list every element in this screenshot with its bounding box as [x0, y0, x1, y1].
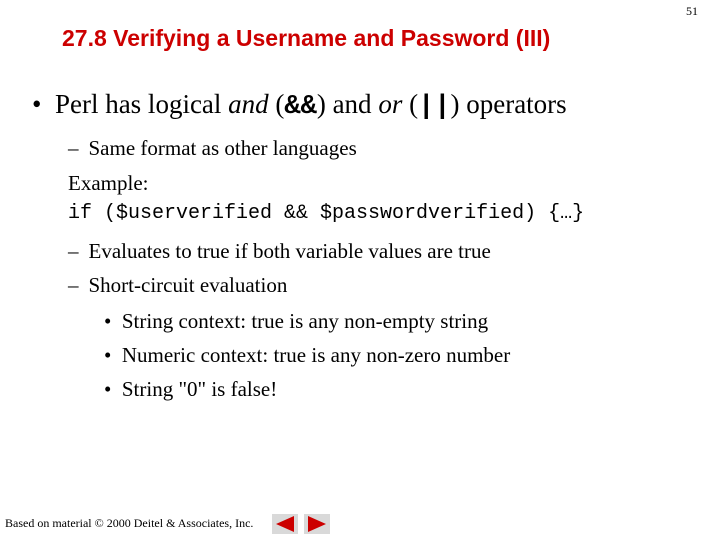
- bullet-perl-operators: [32, 89, 567, 122]
- or-operator: ||: [418, 92, 451, 122]
- previous-slide-button[interactable]: [272, 514, 298, 534]
- dash-marker: –: [68, 239, 79, 263]
- sub-bullet-marker: •: [104, 377, 112, 401]
- footer-credit: Based on material © 2000 Deitel & Associates, Inc.: [5, 516, 254, 530]
- sub-bullet-string-context: [104, 309, 488, 334]
- page-number: 51: [686, 4, 698, 18]
- sub-bullet-marker: •: [104, 309, 112, 333]
- sub-bullet-text: Numeric context: true is any non-zero number: [121, 343, 511, 367]
- example-label: Example:: [68, 171, 149, 195]
- bullet-text-after: ) operators: [450, 89, 567, 119]
- dash-text: Evaluates to true if both variable values are true: [88, 239, 491, 263]
- sub-bullet-text: String context: true is any non-empty string: [121, 309, 489, 333]
- dash-item-short-circuit: [68, 273, 287, 298]
- dash-item-same-format: [68, 136, 357, 161]
- sub-bullet-marker: •: [104, 343, 112, 367]
- code-example: if ($userverified && $passwordverified) {…}: [68, 202, 585, 225]
- open-paren: (: [268, 89, 285, 119]
- open-paren: (: [402, 89, 419, 119]
- next-slide-button[interactable]: [304, 514, 330, 534]
- sub-bullet-zero-false: [104, 377, 277, 402]
- and-operator: &&: [284, 92, 317, 122]
- middle-text: ) and: [316, 89, 379, 119]
- bullet-text-before: Perl has logical: [54, 89, 229, 119]
- slide-title: 27.8 Verifying a Username and Password (III): [62, 25, 551, 51]
- and-word: and: [228, 89, 269, 119]
- sub-bullet-numeric-context: [104, 343, 510, 368]
- bullet-marker: •: [32, 89, 42, 119]
- previous-arrow-icon: [272, 514, 298, 534]
- dash-marker: –: [68, 136, 79, 160]
- sub-bullet-text: String "0" is false!: [121, 377, 278, 401]
- dash-text: Short-circuit evaluation: [88, 273, 288, 297]
- dash-marker: –: [68, 273, 79, 297]
- dash-item-evaluates: [68, 239, 491, 264]
- next-arrow-icon: [304, 514, 330, 534]
- or-word: or: [378, 89, 403, 119]
- dash-text: Same format as other languages: [88, 136, 357, 160]
